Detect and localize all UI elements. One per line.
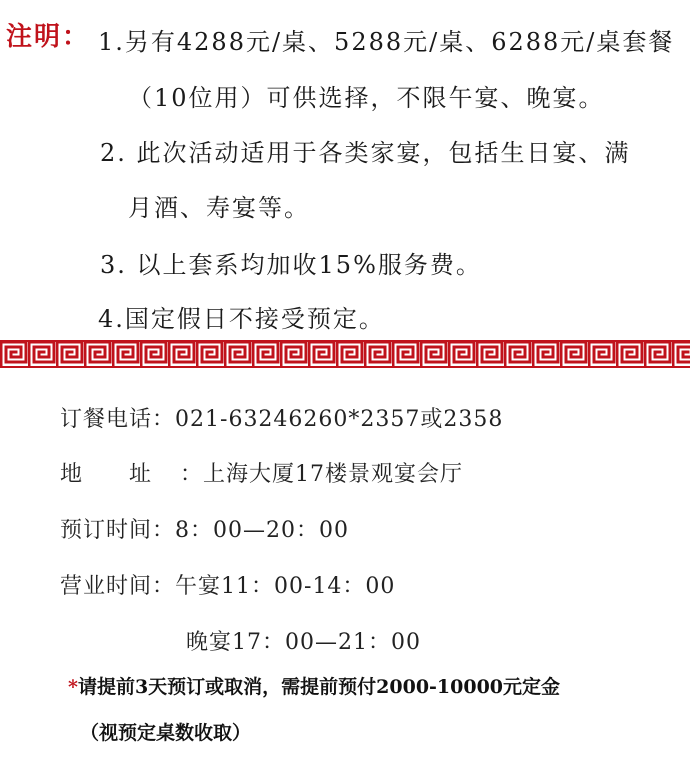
note-line-4: 月酒、寿宴等。 — [128, 194, 310, 222]
note-line-1: 1.另有4288元/桌、5288元/桌、6288元/桌套餐 — [98, 28, 675, 56]
note-line-3: 2. 此次活动适用于各类家宴，包括生日宴、满 — [100, 139, 631, 167]
booking-time-row — [60, 513, 349, 544]
address-row — [60, 457, 463, 488]
address-label: 地 址 — [60, 462, 153, 487]
dinner-hours: 晚宴17：00—21：00 — [186, 630, 421, 655]
note-line-5: 3. 以上套系均加收15%服务费。 — [100, 251, 482, 279]
business-hours-row — [60, 569, 395, 600]
footnote-text: 请提前3天预订或取消，需提前预付2000-10000元定金 — [77, 676, 561, 698]
note-line-2: （10位用）可供选择，不限午宴、晚宴。 — [128, 84, 605, 112]
phone-value: 021-63246260*2357或2358 — [175, 407, 504, 432]
note-line-6: 4.国定假日不接受预定。 — [98, 305, 385, 333]
lunch-hours: ：午宴11：00-14：00 — [152, 574, 396, 599]
booking-time-value: ：8：00—20：00 — [152, 518, 349, 543]
notes-label: 注明： — [6, 22, 91, 52]
footnote-star: * — [68, 676, 78, 698]
greek-key-border — [0, 340, 690, 368]
business-hours-label: 营业时间 — [60, 574, 153, 599]
footnote — [68, 672, 560, 699]
address-value: ：上海大厦17楼景观宴会厅 — [180, 462, 463, 487]
notes-section — [0, 0, 690, 335]
booking-time-label: 预订时间 — [60, 518, 153, 543]
phone-row — [60, 402, 503, 433]
footnote-text-2: （视预定桌数收取） — [80, 722, 252, 744]
phone-label: 订餐电话： — [60, 407, 176, 432]
